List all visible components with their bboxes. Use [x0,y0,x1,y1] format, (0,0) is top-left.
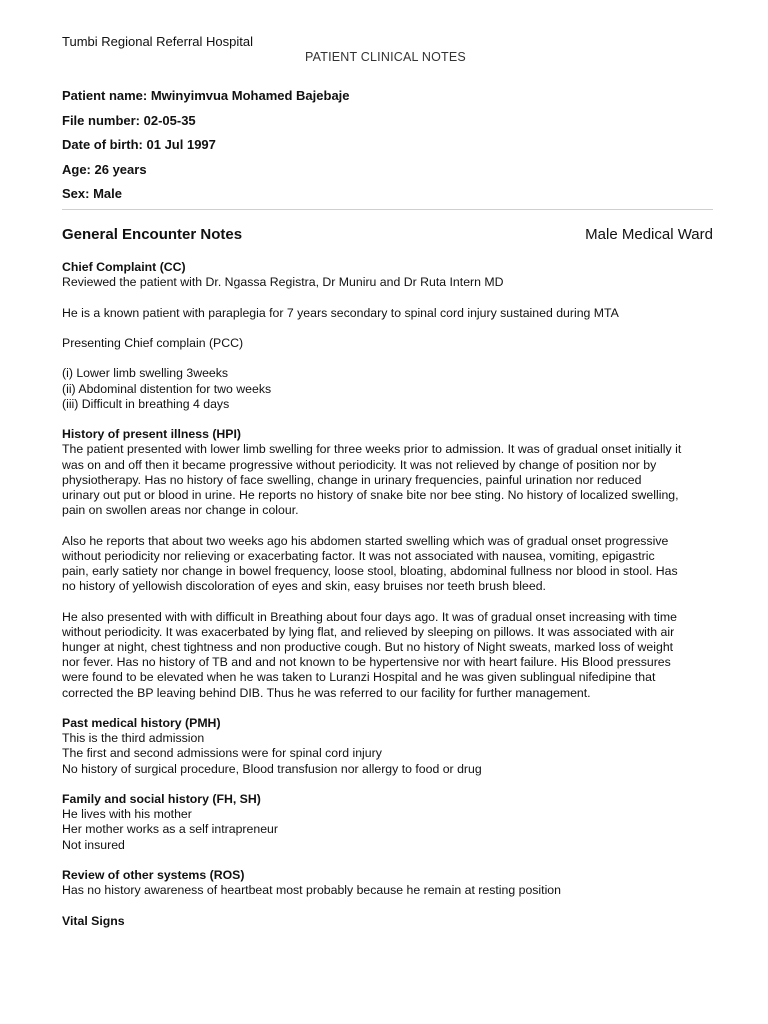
encounter-header [62,226,713,244]
pmh-line: No history of surgical procedure, Blood transfusion nor allergy to food or drug [62,761,482,776]
fsh-line: He lives with his mother [62,807,192,822]
pmh-line: This is the third admission [62,731,205,746]
patient-details [62,88,350,211]
known-patient-line: He is a known patient with paraplegia for 7 years secondary to spinal cord injury sustained during MTA [62,305,619,320]
ward-name: Male Medical Ward [585,226,713,243]
hospital-name: Tumbi Regional Referral Hospital [62,34,253,49]
fsh-line: Her mother works as a self intrapreneur [62,822,278,837]
hpi-paragraph-2 [62,534,722,595]
pmh-heading: Past medical history (PMH) [62,715,221,730]
fsh-heading: Family and social history (FH, SH) [62,791,261,806]
fsh-line: Not insured [62,837,125,852]
pcc-label: Presenting Chief complain (PCC) [62,335,244,350]
section-divider [62,209,713,210]
patient-age: Age: 26 years [62,161,147,177]
text-line: Also he reports that about two weeks ago his abdomen started swelling which was of gradual onset progressive [62,533,669,548]
pcc-item: (i) Lower limb swelling 3weeks [62,366,229,381]
ros-line: Has no history awareness of heartbeat most probably because he remain at resting position [62,883,561,898]
pcc-item: (ii) Abdominal distention for two weeks [62,381,272,396]
pcc-item: (iii) Difficult in breathing 4 days [62,396,230,411]
patient-sex: Sex: Male [62,186,122,201]
text-line: The patient presented with lower limb swelling for three weeks prior to admission. It was of gradual onset initially it [62,442,682,457]
encounter-title: General Encounter Notes [62,226,243,243]
text-line: corrected the BP leaving behind DIB. Thus he was referred to our facility for further management. [62,685,591,700]
text-line: pain on swollen areas nor change in colour. [62,503,299,518]
text-line: nor fever. Has no history of TB and and not known to be hypertensive nor with heart failure. His Blood pressures [62,655,671,670]
text-line: were found to be elevated when he was taken to Luranzi Hospital and he was given sublingual nifedipine that [62,670,656,685]
text-line: was on and off then it became progressive without periodicity. It was not relieved by change of position nor by [62,457,657,472]
date-of-birth: Date of birth: 01 Jul 1997 [62,137,216,152]
text-line: He also presented with with difficult in Breathing about four days ago. It was of gradual onset increasing with time [62,609,677,624]
text-line: pain, early satiety nor change in bowel frequency, loose stool, bloating, abdominal fullness nor blood in stool. Has [62,563,678,578]
vital-signs-heading: Vital Signs [62,913,125,928]
text-line: urinary out put or blood in urine. He reports no history of snake bite nor bee sting. No history of localized swelling, [62,487,679,502]
text-line: no history of yellowish discoloration of eyes and skin, easy bruises nor teeth brush bleed. [62,579,546,594]
pmh-line: The first and second admissions were for spinal cord injury [62,746,382,761]
document-title: PATIENT CLINICAL NOTES [305,50,466,64]
text-line: hunger at night, chest tightness and non productive cough. But no history of Night sweats, marked loss of weight [62,639,674,654]
patient-name: Patient name: Mwinyimvua Mohamed Bajebaje [62,88,350,103]
reviewed-line: Reviewed the patient with Dr. Ngassa Registra, Dr Muniru and Dr Ruta Intern MD [62,275,504,290]
hpi-paragraph-1 [62,442,722,518]
text-line: without periodicity nor relieving or exacerbating factor. It was not associated with nausea, vomiting, epigastric [62,548,655,563]
notes-body [62,260,722,929]
text-line: without periodicity. It was exacerbated by lying flat, and relieved by sleeping on pillows. It was associated with air [62,624,675,639]
hpi-heading: History of present illness (HPI) [62,427,242,442]
ros-heading: Review of other systems (ROS) [62,867,245,882]
file-number: File number: 02-05-35 [62,112,196,128]
chief-complaint-heading: Chief Complaint (CC) [62,260,186,274]
text-line: physiotherapy. Has no history of face swelling, change in urinary frequencies, painful urination nor reduced [62,472,642,487]
hpi-paragraph-3 [62,610,722,701]
